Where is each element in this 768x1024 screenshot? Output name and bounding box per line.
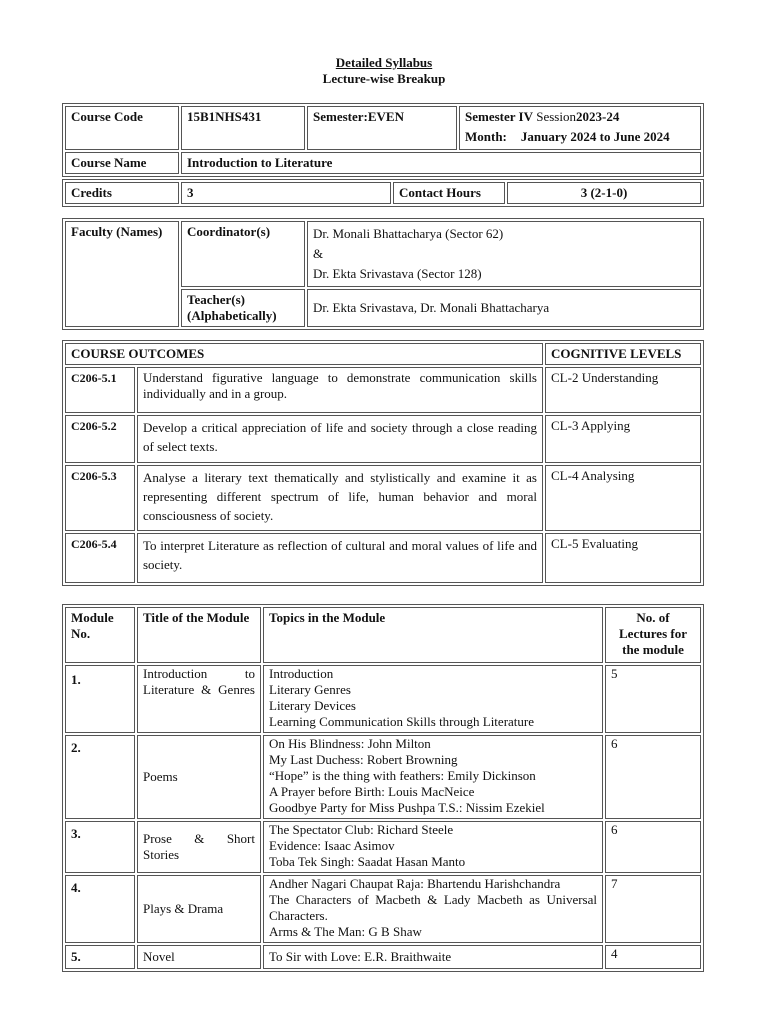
outcome-code: C206-5.4 (65, 533, 135, 583)
topic: The Characters of Macbeth & Lady Macbeth as Universal Characters. (269, 892, 597, 923)
faculty-label: Faculty (Names) (65, 221, 179, 327)
month-label: Month: (465, 129, 507, 144)
outcome-text: Develop a critical appreciation of life and society through a close reading of select texts. (137, 415, 543, 463)
outcome-row (65, 465, 701, 531)
module-no: 5. (65, 945, 135, 969)
module-lectures-header: No. of Lectures for the module (605, 607, 701, 663)
outcome-text: Analyse a literary text thematically and stylistically and examine it as representing different spectrum of life, human behavior and moral consciousness of society. (137, 465, 543, 531)
module-no: 4. (65, 875, 135, 943)
outcome-level: CL-5 Evaluating (545, 533, 701, 583)
topic: A Prayer before Birth: Louis MacNeice (269, 784, 475, 799)
module-row (65, 945, 701, 969)
outcome-row (65, 415, 701, 463)
module-title: Introduction to Literature & Genres (137, 665, 261, 733)
outcome-text: Understand figurative language to demonstrate communication skills individually and in a group. (137, 367, 543, 413)
session-value: 2023-24 (575, 109, 620, 124)
topic: Andher Nagari Chaupat Raja: Bhartendu Harishchandra (269, 876, 561, 891)
outcome-row (65, 367, 701, 413)
module-topics-header: Topics in the Module (263, 607, 603, 663)
module-lectures: 4 (605, 945, 701, 969)
outcome-code: C206-5.3 (65, 465, 135, 531)
outcome-text: To interpret Literature as reflection of cultural and moral values of life and society. (137, 533, 543, 583)
module-topics (263, 735, 603, 819)
document-title (0, 55, 768, 87)
module-lectures: 5 (605, 665, 701, 733)
contact-hours-label: Contact Hours (393, 182, 505, 204)
module-no: 2. (65, 735, 135, 819)
topic: Literary Genres (269, 682, 351, 697)
title-lecture-wise: Lecture-wise Breakup (322, 71, 446, 86)
module-title-header: Title of the Module (137, 607, 261, 663)
module-topics (263, 821, 603, 873)
course-code-value: 15B1NHS431 (181, 106, 305, 150)
title-detailed-syllabus: Detailed Syllabus (335, 55, 433, 70)
module-lectures: 6 (605, 735, 701, 819)
semester-label: Semester:EVEN (307, 106, 457, 150)
outcome-level: CL-2 Understanding (545, 367, 701, 413)
topic: Evidence: Isaac Asimov (269, 838, 395, 853)
module-no: 3. (65, 821, 135, 873)
course-info-table (62, 103, 704, 177)
session-cell (459, 106, 701, 150)
module-row (65, 875, 701, 943)
session-label: Session (536, 109, 576, 124)
topic: Learning Communication Skills through Literature (269, 714, 535, 729)
contact-hours-value: 3 (2-1-0) (507, 182, 701, 204)
levels-header: COGNITIVE LEVELS (545, 343, 701, 365)
teacher-label-1: Teacher(s) (187, 292, 246, 307)
topic: Toba Tek Singh: Saadat Hasan Manto (269, 854, 466, 869)
course-code-label: Course Code (65, 106, 179, 150)
course-name-label: Course Name (65, 152, 179, 174)
teacher-label-2: (Alphabetically) (187, 308, 277, 323)
topic: On His Blindness: John Milton (269, 736, 431, 751)
course-name-value: Introduction to Literature (181, 152, 701, 174)
module-title: Poems (137, 735, 261, 819)
topic: Introduction (269, 666, 334, 681)
outcomes-header: COURSE OUTCOMES (65, 343, 543, 365)
outcome-level: CL-4 Analysing (545, 465, 701, 531)
coordinator-1: Dr. Monali Bhattacharya (Sector 62) (313, 226, 504, 241)
credits-value: 3 (181, 182, 391, 204)
module-title: Novel (137, 945, 261, 969)
module-row (65, 665, 701, 733)
outcome-code: C206-5.1 (65, 367, 135, 413)
outcome-level: CL-3 Applying (545, 415, 701, 463)
module-topics: To Sir with Love: E.R. Braithwaite (263, 945, 603, 969)
module-lectures: 7 (605, 875, 701, 943)
topic: My Last Duchess: Robert Browning (269, 752, 458, 767)
credits-table (62, 179, 704, 207)
module-topics (263, 875, 603, 943)
topic: Goodbye Party for Miss Pushpa T.S.: Nissim Ezekiel (269, 800, 545, 815)
coordinators-cell (307, 221, 701, 287)
topic: Literary Devices (269, 698, 356, 713)
teachers-value: Dr. Ekta Srivastava, Dr. Monali Bhattacharya (307, 289, 701, 327)
faculty-table (62, 218, 704, 330)
month-value: January 2024 to June 2024 (520, 129, 670, 144)
coordinator-amp: & (313, 246, 324, 261)
module-row (65, 735, 701, 819)
outcome-row (65, 533, 701, 583)
module-title: Prose & Short Stories (137, 821, 261, 873)
module-no: 1. (65, 665, 135, 733)
module-title: Plays & Drama (137, 875, 261, 943)
topic: “Hope” is the thing with feathers: Emily Dickinson (269, 768, 536, 783)
coordinator-2: Dr. Ekta Srivastava (Sector 128) (313, 266, 482, 281)
outcome-code: C206-5.2 (65, 415, 135, 463)
module-lectures: 6 (605, 821, 701, 873)
module-topics (263, 665, 603, 733)
credits-label: Credits (65, 182, 179, 204)
topic: The Spectator Club: Richard Steele (269, 822, 454, 837)
modules-table (62, 604, 704, 972)
coordinator-label: Coordinator(s) (181, 221, 305, 287)
module-row (65, 821, 701, 873)
teacher-label (181, 289, 305, 327)
course-outcomes-table (62, 340, 704, 586)
topic: Arms & The Man: G B Shaw (269, 924, 422, 939)
semester-prefix: Semester IV (465, 109, 533, 124)
module-no-header: Module No. (65, 607, 135, 663)
